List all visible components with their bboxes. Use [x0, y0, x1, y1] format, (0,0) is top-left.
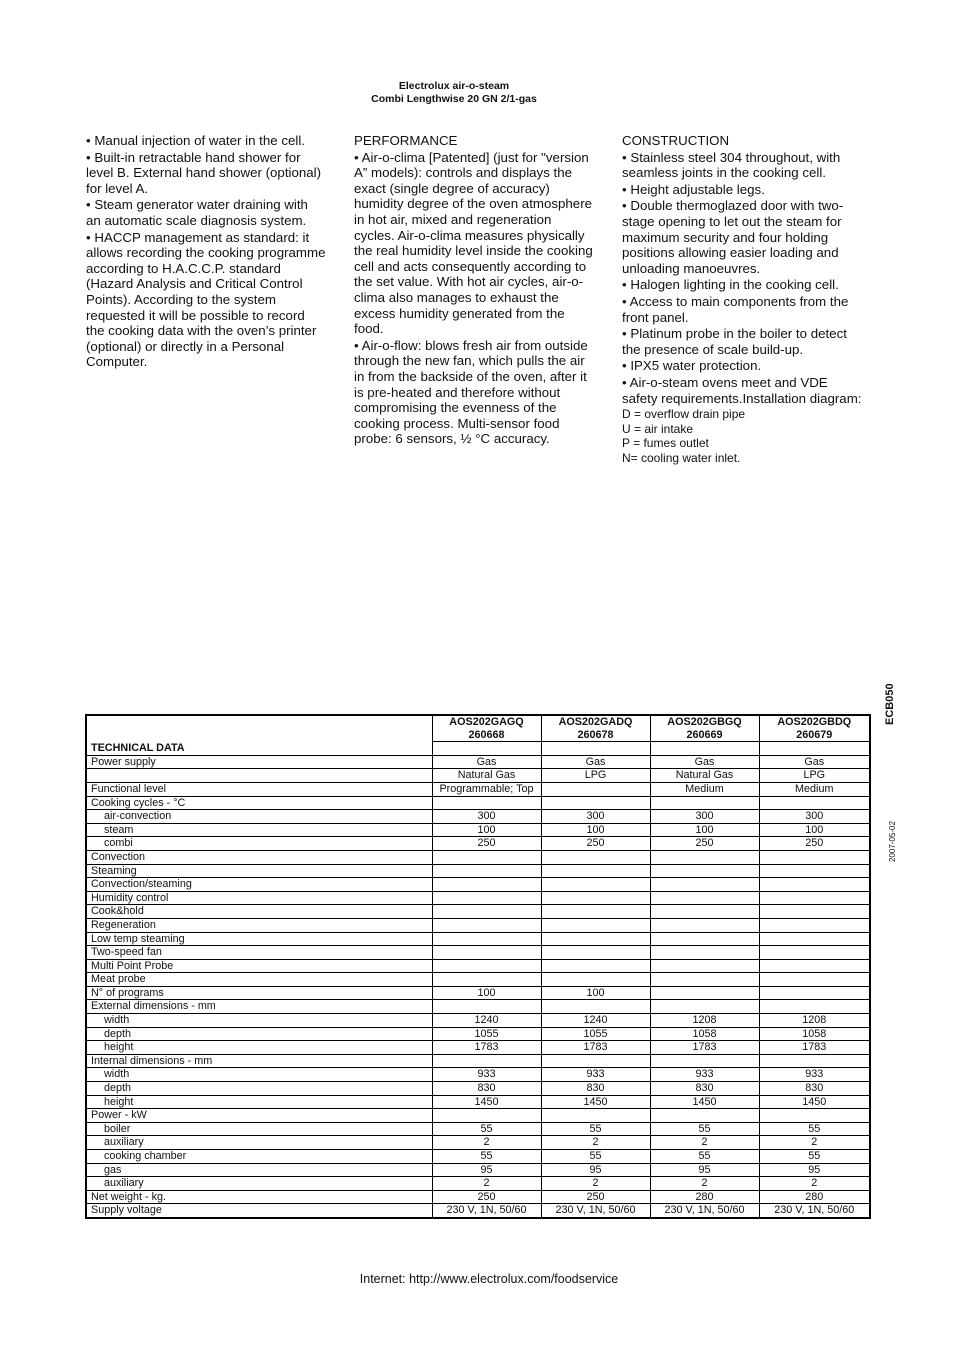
- row-value: [432, 973, 541, 987]
- row-label: width: [86, 1068, 432, 1082]
- construction-paragraph: • Halogen lighting in the cooking cell.: [622, 277, 839, 293]
- technical-data-body: [86, 755, 870, 1218]
- row-value: 250: [759, 837, 870, 851]
- row-label: steam: [86, 823, 432, 837]
- table-row: [86, 878, 870, 892]
- row-value: 100: [432, 986, 541, 1000]
- row-value: [432, 864, 541, 878]
- row-label: Multi Point Probe: [86, 959, 432, 973]
- row-value: Gas: [541, 755, 650, 769]
- row-value: [759, 878, 870, 892]
- table-row: [86, 755, 870, 769]
- row-value: [650, 796, 759, 810]
- row-value: [432, 918, 541, 932]
- table-row: [86, 1190, 870, 1204]
- model-header: [650, 715, 759, 742]
- row-value: Gas: [432, 755, 541, 769]
- row-value: [650, 946, 759, 960]
- row-value: [650, 878, 759, 892]
- table-row: [86, 918, 870, 932]
- row-label: Power supply: [86, 755, 432, 769]
- document-header: [0, 80, 908, 106]
- row-label: Functional level: [86, 782, 432, 796]
- row-value: 1240: [541, 1014, 650, 1028]
- row-value: LPG: [759, 769, 870, 783]
- row-value: [759, 1000, 870, 1014]
- construction-paragraph: • Height adjustable legs.: [622, 181, 765, 197]
- table-row: [86, 1068, 870, 1082]
- row-value: [650, 850, 759, 864]
- row-value: [432, 959, 541, 973]
- row-label: External dimensions - mm: [86, 1000, 432, 1014]
- table-row: [86, 1014, 870, 1028]
- row-value: 830: [759, 1082, 870, 1096]
- row-value: [650, 1109, 759, 1123]
- row-value: [650, 905, 759, 919]
- performance-column: [354, 133, 594, 448]
- row-value: 1208: [650, 1014, 759, 1028]
- table-row: [86, 1163, 870, 1177]
- row-value: 933: [541, 1068, 650, 1082]
- technical-data-title: TECHNICAL DATA: [86, 715, 432, 755]
- table-row: [86, 864, 870, 878]
- legend-item: U = air intake: [622, 421, 694, 436]
- row-label: Supply voltage: [86, 1204, 432, 1218]
- row-label: gas: [86, 1163, 432, 1177]
- row-value: 230 V, 1N, 50/60: [759, 1204, 870, 1218]
- row-value: 1208: [759, 1014, 870, 1028]
- row-label: combi: [86, 837, 432, 851]
- model-header: [432, 715, 541, 742]
- row-value: [759, 1109, 870, 1123]
- header-brand: Electrolux air-o-steam: [398, 80, 510, 92]
- row-value: 100: [759, 823, 870, 837]
- row-value: 1783: [432, 1041, 541, 1055]
- legend-item: N= cooling water inlet.: [622, 450, 741, 465]
- row-value: [541, 973, 650, 987]
- table-row: [86, 837, 870, 851]
- model-name: AOS202GBDQ: [777, 716, 852, 728]
- row-value: Medium: [759, 782, 870, 796]
- row-value: 1055: [432, 1027, 541, 1041]
- spacer-cell: [759, 742, 870, 756]
- row-value: 2: [541, 1177, 650, 1191]
- row-value: [432, 878, 541, 892]
- row-label: auxiliary: [86, 1136, 432, 1150]
- row-value: [432, 796, 541, 810]
- row-label: cooking chamber: [86, 1150, 432, 1164]
- row-value: 55: [432, 1150, 541, 1164]
- row-value: 1783: [650, 1041, 759, 1055]
- model-header: [759, 715, 870, 742]
- row-value: [541, 850, 650, 864]
- row-value: 230 V, 1N, 50/60: [432, 1204, 541, 1218]
- row-value: 1055: [541, 1027, 650, 1041]
- row-value: Natural Gas: [650, 769, 759, 783]
- table-row: [86, 1095, 870, 1109]
- feature-paragraph: • HACCP management as standard: it allows recording the cooking programme according to H.A.C.C.P. standard (Hazard Analysis and Critical Control Points). According to the system requested it will be possible to record the cooking data with the oven’s printer (optional) or directly in a Personal Computer.: [86, 229, 326, 370]
- row-value: [432, 850, 541, 864]
- row-value: [541, 905, 650, 919]
- row-value: 95: [541, 1163, 650, 1177]
- table-row: [86, 1122, 870, 1136]
- construction-column: [622, 133, 862, 465]
- row-value: 2: [432, 1177, 541, 1191]
- row-value: [541, 1000, 650, 1014]
- row-value: 2: [759, 1177, 870, 1191]
- row-value: 250: [432, 1190, 541, 1204]
- row-value: 2: [650, 1177, 759, 1191]
- construction-paragraph: • Platinum probe in the boiler to detect the presence of scale build-up.: [622, 326, 847, 357]
- construction-paragraph: • IPX5 water protection.: [622, 358, 762, 374]
- row-value: 300: [541, 810, 650, 824]
- table-row: [86, 1109, 870, 1123]
- row-label: [86, 769, 432, 783]
- performance-paragraph: • Air-o-clima [Patented] (just for "version A” models): controls and displays the exact (single degree of accuracy) humidity degree of the oven atmosphere in hot air, mixed and regeneration cycles. Air-o-clima measures physically the real humidity level inside the cooking cell and acts consequently according to the set value. With hot air cycles, air-o-clima also manages to exhaust the excess humidity generated from the food.: [354, 149, 593, 337]
- table-row: [86, 782, 870, 796]
- row-value: Medium: [650, 782, 759, 796]
- row-value: [650, 959, 759, 973]
- row-value: [650, 1054, 759, 1068]
- row-value: 933: [759, 1068, 870, 1082]
- table-row: [86, 932, 870, 946]
- row-label: Internal dimensions - mm: [86, 1054, 432, 1068]
- features-column: [86, 133, 326, 371]
- row-value: [759, 1054, 870, 1068]
- construction-paragraph: • Double thermoglazed door with two-stage opening to let out the steam for maximum security and four holding positions allowing easier loading and unloading manoeuvres.: [622, 198, 844, 276]
- construction-paragraph: • Access to main components from the front panel.: [622, 293, 849, 325]
- row-value: [759, 973, 870, 987]
- row-value: [432, 1000, 541, 1014]
- row-value: Gas: [650, 755, 759, 769]
- row-value: 55: [650, 1122, 759, 1136]
- row-value: 55: [759, 1150, 870, 1164]
- row-value: 230 V, 1N, 50/60: [650, 1204, 759, 1218]
- row-value: [541, 932, 650, 946]
- table-row: [86, 1027, 870, 1041]
- footer-url: Internet: http://www.electrolux.com/foodservice: [359, 1272, 619, 1286]
- row-value: [759, 946, 870, 960]
- row-value: 300: [432, 810, 541, 824]
- row-label: auxiliary: [86, 1177, 432, 1191]
- table-row: [86, 769, 870, 783]
- row-value: [541, 946, 650, 960]
- legend-item: D = overflow drain pipe: [622, 407, 746, 422]
- row-value: 2: [759, 1136, 870, 1150]
- row-value: [650, 864, 759, 878]
- table-row: [86, 986, 870, 1000]
- row-value: Gas: [759, 755, 870, 769]
- row-value: 1783: [759, 1041, 870, 1055]
- table-row: [86, 796, 870, 810]
- row-value: [759, 891, 870, 905]
- table-row: [86, 1136, 870, 1150]
- row-label: depth: [86, 1027, 432, 1041]
- row-value: 100: [432, 823, 541, 837]
- row-value: LPG: [541, 769, 650, 783]
- row-value: [759, 932, 870, 946]
- spacer-cell: [650, 742, 759, 756]
- row-value: 933: [432, 1068, 541, 1082]
- row-value: [432, 891, 541, 905]
- feature-paragraph: • Built-in retractable hand shower for level B. External hand shower (optional) for level A.: [86, 149, 322, 196]
- row-value: 100: [650, 823, 759, 837]
- row-value: [541, 959, 650, 973]
- table-row: [86, 810, 870, 824]
- row-value: 830: [432, 1082, 541, 1096]
- row-value: 250: [432, 837, 541, 851]
- performance-paragraph: • Air-o-flow: blows fresh air from outside through the new fan, which pulls the air in from the backside of the oven, after it is pre-heated and therefore without compromising the evenness of the cooking process. Multi-sensor food probe: 6 sensors, ½ °C accuracy.: [354, 337, 588, 447]
- row-label: Humidity control: [86, 891, 432, 905]
- row-label: Cooking cycles - °C: [86, 796, 432, 810]
- row-value: [650, 891, 759, 905]
- row-value: 95: [432, 1163, 541, 1177]
- row-value: [541, 1054, 650, 1068]
- row-value: Programmable; Top: [432, 782, 541, 796]
- row-value: [541, 864, 650, 878]
- row-label: height: [86, 1041, 432, 1055]
- row-value: [650, 973, 759, 987]
- row-value: [432, 946, 541, 960]
- row-value: 830: [650, 1082, 759, 1096]
- model-code: 260669: [686, 728, 723, 741]
- spacer-cell: [541, 742, 650, 756]
- row-value: [759, 959, 870, 973]
- row-label: air-convection: [86, 810, 432, 824]
- row-value: 230 V, 1N, 50/60: [541, 1204, 650, 1218]
- row-label: Power - kW: [86, 1109, 432, 1123]
- row-value: [541, 891, 650, 905]
- row-value: Natural Gas: [432, 769, 541, 783]
- row-value: [759, 918, 870, 932]
- row-label: width: [86, 1014, 432, 1028]
- model-code: 260668: [468, 728, 505, 741]
- row-value: [650, 1000, 759, 1014]
- row-value: 300: [650, 810, 759, 824]
- row-value: [759, 796, 870, 810]
- row-value: [759, 864, 870, 878]
- table-row: [86, 1150, 870, 1164]
- row-value: 1450: [759, 1095, 870, 1109]
- row-value: [541, 918, 650, 932]
- row-value: 250: [541, 1190, 650, 1204]
- row-value: 280: [650, 1190, 759, 1204]
- row-value: [541, 796, 650, 810]
- table-row: [86, 850, 870, 864]
- model-header: [541, 715, 650, 742]
- row-label: Two-speed fan: [86, 946, 432, 960]
- model-code: 260679: [796, 728, 833, 741]
- table-row: [86, 973, 870, 987]
- model-header-row: [86, 715, 870, 742]
- row-value: [650, 986, 759, 1000]
- row-value: [759, 986, 870, 1000]
- row-value: 2: [541, 1136, 650, 1150]
- legend-item: P = fumes outlet: [622, 436, 709, 451]
- row-value: 250: [650, 837, 759, 851]
- row-label: depth: [86, 1082, 432, 1096]
- construction-paragraph: • Stainless steel 304 throughout, with seamless joints in the cooking cell.: [622, 149, 841, 181]
- technical-data-table: [85, 714, 871, 1219]
- row-label: Convection/steaming: [86, 878, 432, 892]
- row-value: 1450: [541, 1095, 650, 1109]
- row-label: Convection: [86, 850, 432, 864]
- table-row: [86, 905, 870, 919]
- table-row: [86, 1177, 870, 1191]
- row-value: [541, 782, 650, 796]
- table-row: [86, 1082, 870, 1096]
- row-value: [650, 918, 759, 932]
- row-value: 55: [432, 1122, 541, 1136]
- row-value: [432, 932, 541, 946]
- construction-paragraph: • Air-o-steam ovens meet and VDE safety requirements.Installation diagram:: [622, 374, 862, 406]
- row-value: 1783: [541, 1041, 650, 1055]
- row-value: 100: [541, 986, 650, 1000]
- row-value: 55: [650, 1150, 759, 1164]
- model-name: AOS202GBGQ: [667, 716, 742, 728]
- feature-paragraph: • Steam generator water draining with an automatic scale diagnosis system.: [86, 197, 308, 228]
- row-label: Low temp steaming: [86, 932, 432, 946]
- table-row: [86, 823, 870, 837]
- row-label: Regeneration: [86, 918, 432, 932]
- row-value: [541, 1109, 650, 1123]
- row-value: [432, 1054, 541, 1068]
- row-value: 2: [650, 1136, 759, 1150]
- row-label: N° of programs: [86, 986, 432, 1000]
- table-row: [86, 946, 870, 960]
- row-value: [541, 878, 650, 892]
- row-label: height: [86, 1095, 432, 1109]
- model-name: AOS202GADQ: [558, 716, 633, 728]
- table-row: [86, 1000, 870, 1014]
- row-value: 1240: [432, 1014, 541, 1028]
- row-value: [650, 932, 759, 946]
- table-row: [86, 891, 870, 905]
- spacer-cell: [432, 742, 541, 756]
- row-value: 933: [650, 1068, 759, 1082]
- header-model: Combi Lengthwise 20 GN 2/1-gas: [371, 93, 537, 105]
- table-row: [86, 959, 870, 973]
- model-name: AOS202GAGQ: [449, 716, 524, 728]
- feature-paragraph: • Manual injection of water in the cell.: [86, 133, 305, 148]
- row-value: [759, 905, 870, 919]
- row-label: boiler: [86, 1122, 432, 1136]
- row-value: 1450: [650, 1095, 759, 1109]
- row-value: 55: [541, 1150, 650, 1164]
- row-value: 280: [759, 1190, 870, 1204]
- document-date: 2007-05-02: [888, 821, 897, 862]
- row-value: 1058: [650, 1027, 759, 1041]
- row-value: 55: [759, 1122, 870, 1136]
- performance-heading: PERFORMANCE: [354, 133, 458, 148]
- row-label: Meat probe: [86, 973, 432, 987]
- row-value: 95: [650, 1163, 759, 1177]
- document-code: ECB050: [884, 683, 896, 725]
- construction-heading: CONSTRUCTION: [622, 133, 730, 148]
- row-value: 1450: [432, 1095, 541, 1109]
- row-value: 830: [541, 1082, 650, 1096]
- row-value: [432, 1109, 541, 1123]
- row-label: Steaming: [86, 864, 432, 878]
- table-row: [86, 1054, 870, 1068]
- row-value: 300: [759, 810, 870, 824]
- row-value: [759, 850, 870, 864]
- row-label: Cook&hold: [86, 905, 432, 919]
- table-row: [86, 1204, 870, 1218]
- row-value: 1058: [759, 1027, 870, 1041]
- row-label: Net weight - kg.: [86, 1190, 432, 1204]
- row-value: 250: [541, 837, 650, 851]
- row-value: [432, 905, 541, 919]
- model-code: 260678: [577, 728, 614, 741]
- row-value: 2: [432, 1136, 541, 1150]
- table-row: [86, 1041, 870, 1055]
- row-value: 100: [541, 823, 650, 837]
- row-value: 95: [759, 1163, 870, 1177]
- row-value: 55: [541, 1122, 650, 1136]
